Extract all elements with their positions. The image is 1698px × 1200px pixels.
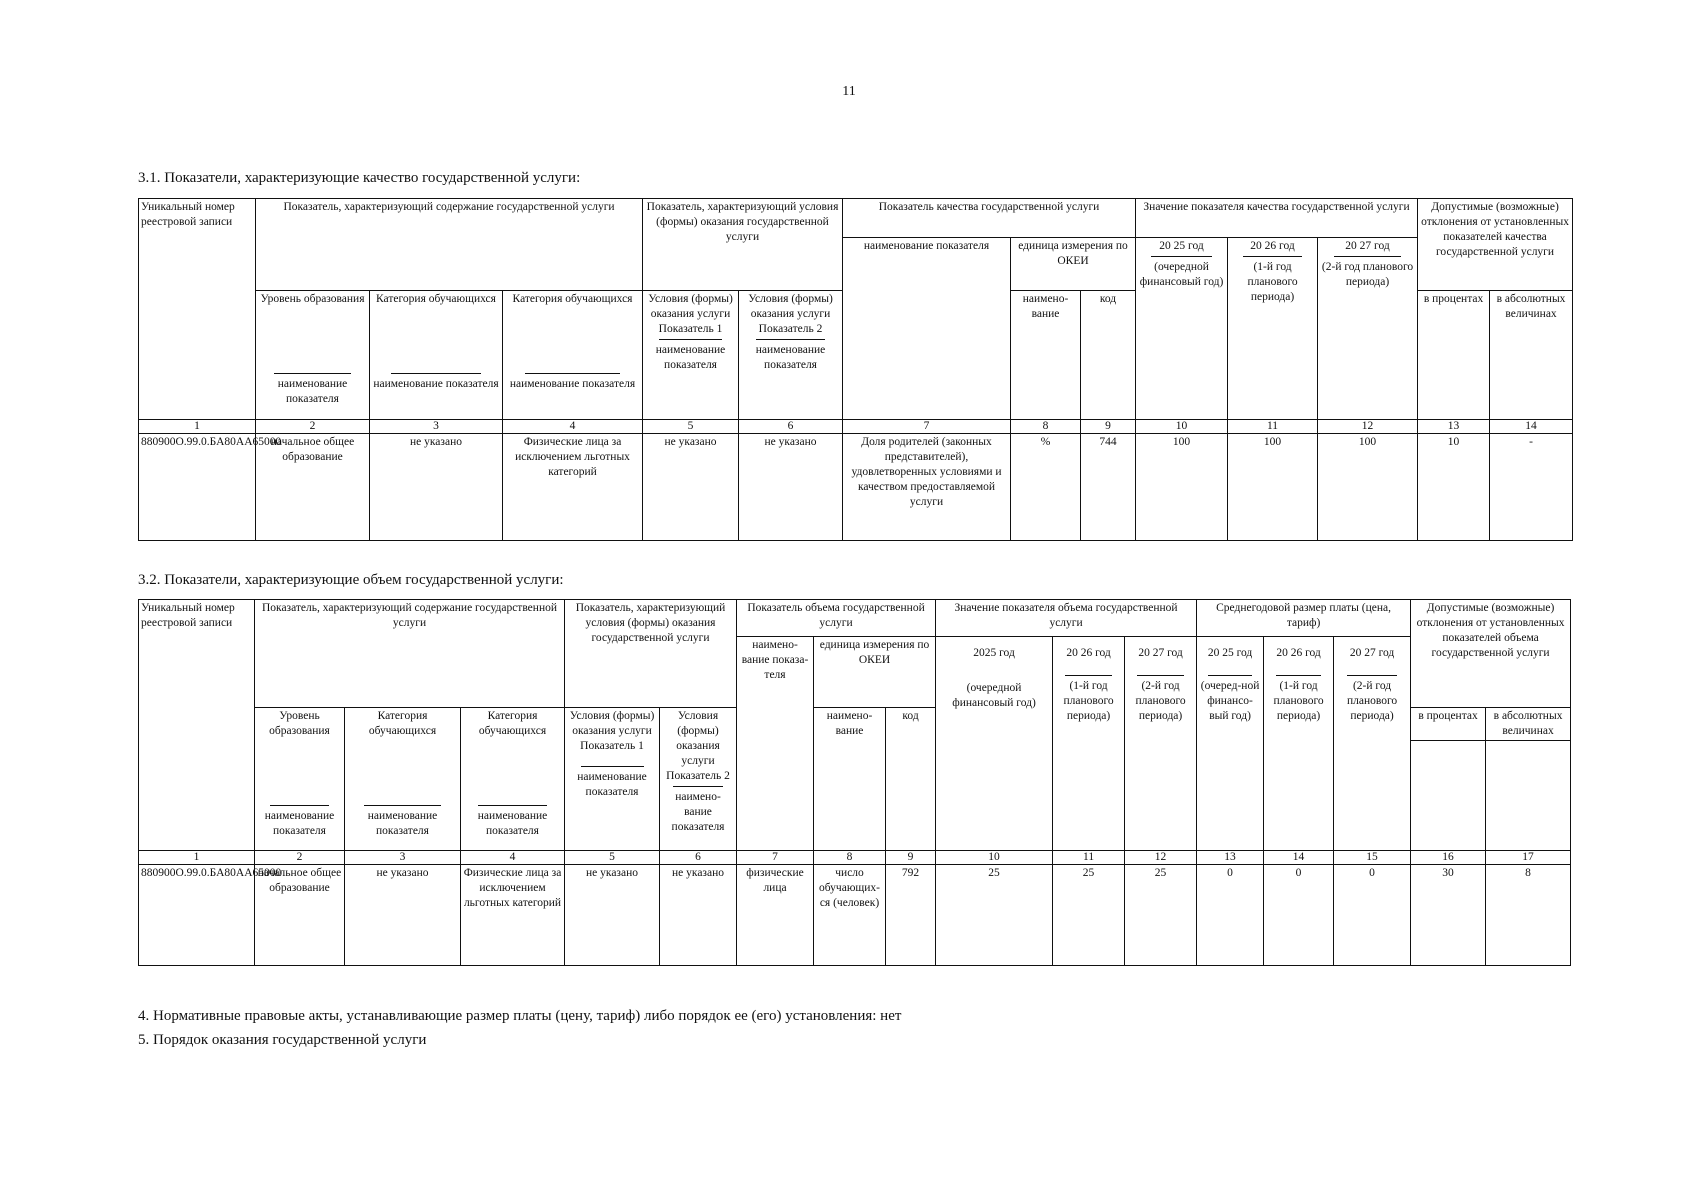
header-in-percent: в процентах xyxy=(1418,291,1490,420)
column-numbers-row xyxy=(139,420,1573,434)
column-number-10: 10 xyxy=(936,851,1053,865)
cell-col-1: 880900О.99.0.БА80АА65000 xyxy=(139,865,255,966)
column-number-9: 9 xyxy=(1081,420,1136,434)
header-in-absolute: в абсолютных величинах xyxy=(1490,291,1573,420)
column-number-12: 12 xyxy=(1125,851,1197,865)
header-condition-2: Условия (формы) оказания услуги Показатель 2 наимено-вание показателя xyxy=(660,708,737,851)
column-number-5: 5 xyxy=(565,851,660,865)
header-indicator-name: наименование показателя xyxy=(843,238,1011,420)
header-okei-unit: единица измерения по ОКЕИ xyxy=(1011,238,1136,291)
cell-col-8: число обучающих-ся (человек) xyxy=(814,865,886,966)
header-value-2025: 2025 год (очередной финансовый год) xyxy=(936,637,1053,851)
header-fee-2025: 20 25 год (очеред-ной финансо-вый год) xyxy=(1197,637,1264,851)
header-value-2027: 20 27 год (2-й год планового периода) xyxy=(1125,637,1197,851)
header-year-2027 xyxy=(1318,238,1418,420)
cell-col-3: не указано xyxy=(370,434,503,541)
header-condition-2: Условия (формы) оказания услуги Показатель 2 наименование показателя xyxy=(739,291,843,420)
header-education-level: Уровень образования наименование показателя xyxy=(255,708,345,851)
header-year-2025 xyxy=(1136,238,1228,420)
column-number-1: 1 xyxy=(139,851,255,865)
column-number-17: 17 xyxy=(1486,851,1571,865)
header-unit-name: наимено-вание xyxy=(1011,291,1081,420)
header-student-category-2: Категория обучающихся наименование показателя xyxy=(503,291,643,420)
header-student-category-1: Категория обучающихся наименование показателя xyxy=(345,708,461,851)
table-row xyxy=(139,865,1571,966)
header-volume-value: Значение показателя объема государственной услуги xyxy=(936,600,1197,637)
column-number-9: 9 xyxy=(886,851,936,865)
header-in-percent: в процентах xyxy=(1411,708,1486,741)
cell-col-6: не указано xyxy=(739,434,843,541)
cell-col-4: Физические лица за исключением льготных категорий xyxy=(461,865,565,966)
column-number-6: 6 xyxy=(739,420,843,434)
header-unit-code: код xyxy=(1081,291,1136,420)
column-number-13: 13 xyxy=(1197,851,1264,865)
header-percent-spacer xyxy=(1411,741,1486,851)
column-number-14: 14 xyxy=(1264,851,1334,865)
cell-col-9: 744 xyxy=(1081,434,1136,541)
column-number-4: 4 xyxy=(461,851,565,865)
column-number-7: 7 xyxy=(737,851,814,865)
header-unique-number: Уникальный номер реестровой записи xyxy=(139,600,255,851)
page-number: 11 xyxy=(842,84,856,99)
cell-col-17: 8 xyxy=(1486,865,1571,966)
column-number-13: 13 xyxy=(1418,420,1490,434)
header-content-indicator: Показатель, характеризующий содержание государственной услуги xyxy=(256,199,643,291)
section-3-2-heading: 3.2. Показатели, характеризующие объем государственной услуги: xyxy=(138,572,564,588)
cell-col-16: 30 xyxy=(1411,865,1486,966)
cell-col-2: начальное общее образование xyxy=(255,865,345,966)
cell-col-14: - xyxy=(1490,434,1573,541)
header-volume-indicator: Показатель объема государственной услуги xyxy=(737,600,936,637)
cell-col-15: 0 xyxy=(1334,865,1411,966)
cell-col-2: начальное общее образование xyxy=(256,434,370,541)
column-number-11: 11 xyxy=(1053,851,1125,865)
column-number-5: 5 xyxy=(643,420,739,434)
cell-col-11: 100 xyxy=(1228,434,1318,541)
column-number-11: 11 xyxy=(1228,420,1318,434)
cell-col-10: 100 xyxy=(1136,434,1228,541)
cell-col-14: 0 xyxy=(1264,865,1334,966)
cell-col-4: Физические лица за исключением льготных категорий xyxy=(503,434,643,541)
cell-col-10: 25 xyxy=(936,865,1053,966)
footer-line-4: 4. Нормативные правовые акты, устанавливающие размер платы (цену, тариф) либо порядок ее (его) установления: нет xyxy=(138,1008,902,1024)
cell-col-5: не указано xyxy=(643,434,739,541)
footer-line-5: 5. Порядок оказания государственной услуги xyxy=(138,1032,427,1048)
section-3-1-heading: 3.1. Показатели, характеризующие качество государственной услуги: xyxy=(138,170,581,186)
header-condition-1: Условия (формы) оказания услуги Показатель 1 наименование показателя xyxy=(643,291,739,420)
header-condition-1: Условия (формы) оказания услуги Показатель 1 наименование показателя xyxy=(565,708,660,851)
column-number-8: 8 xyxy=(1011,420,1081,434)
header-allowed-deviation: Допустимые (возможные) отклонения от установленных показателей качества государственной услуги xyxy=(1418,199,1573,291)
cell-col-1: 880900О.99.0.БА80АА65000 xyxy=(139,434,256,541)
header-year-2026 xyxy=(1228,238,1318,420)
header-conditions-indicator: Показатель, характеризующий условия (формы) оказания государственной услуги xyxy=(565,600,737,708)
header-indicator-name: наимено-вание показа-теля xyxy=(737,637,814,851)
header-average-fee: Среднегодовой размер платы (цена, тариф) xyxy=(1197,600,1411,637)
cell-col-9: 792 xyxy=(886,865,936,966)
column-number-2: 2 xyxy=(256,420,370,434)
header-quality-indicator: Показатель качества государственной услуги xyxy=(843,199,1136,238)
header-fee-2026: 20 26 год (1-й год планового периода) xyxy=(1264,637,1334,851)
header-unique-number: Уникальный номер реестровой записи xyxy=(139,199,256,420)
header-content-indicator: Показатель, характеризующий содержание государственной услуги xyxy=(255,600,565,708)
cell-col-11: 25 xyxy=(1053,865,1125,966)
cell-col-12: 100 xyxy=(1318,434,1418,541)
column-number-7: 7 xyxy=(843,420,1011,434)
year-2025-label: 20 25 год xyxy=(1159,240,1204,252)
header-absolute-spacer xyxy=(1486,741,1571,851)
cell-col-3: не указано xyxy=(345,865,461,966)
cell-col-13: 0 xyxy=(1197,865,1264,966)
cell-col-6: не указано xyxy=(660,865,737,966)
column-number-10: 10 xyxy=(1136,420,1228,434)
cell-col-7: Доля родителей (законных представителей), удовлетворенных условиями и качеством предоставляемой услуги xyxy=(843,434,1011,541)
column-number-1: 1 xyxy=(139,420,256,434)
year-2026-desc: (1-й год планового периода) xyxy=(1247,261,1298,303)
year-2027-label: 20 27 год xyxy=(1345,240,1390,252)
column-number-12: 12 xyxy=(1318,420,1418,434)
header-allowed-deviation: Допустимые (возможные) отклонения от установленных показателей объема государственной услуги xyxy=(1411,600,1571,708)
year-2025-desc: (очередной финансовый год) xyxy=(1139,261,1224,288)
column-number-16: 16 xyxy=(1411,851,1486,865)
column-numbers-row xyxy=(139,851,1571,865)
quality-indicators-table xyxy=(138,198,1573,541)
cell-col-12: 25 xyxy=(1125,865,1197,966)
header-education-level: Уровень образования наименование показателя xyxy=(256,291,370,420)
column-number-4: 4 xyxy=(503,420,643,434)
volume-indicators-table xyxy=(138,599,1571,966)
column-number-3: 3 xyxy=(345,851,461,865)
cell-col-7: физические лица xyxy=(737,865,814,966)
column-number-2: 2 xyxy=(255,851,345,865)
year-2027-desc: (2-й год планового периода) xyxy=(1321,261,1414,288)
header-quality-value: Значение показателя качества государственной услуги xyxy=(1136,199,1418,238)
cell-col-13: 10 xyxy=(1418,434,1490,541)
cell-col-8: % xyxy=(1011,434,1081,541)
column-number-3: 3 xyxy=(370,420,503,434)
column-number-6: 6 xyxy=(660,851,737,865)
header-fee-2027: 20 27 год (2-й год планового периода) xyxy=(1334,637,1411,851)
header-conditions-indicator: Показатель, характеризующий условия (формы) оказания государственной услуги xyxy=(643,199,843,291)
header-okei-unit: единица измерения по ОКЕИ xyxy=(814,637,936,708)
cell-col-5: не указано xyxy=(565,865,660,966)
column-number-14: 14 xyxy=(1490,420,1573,434)
column-number-8: 8 xyxy=(814,851,886,865)
year-2026-label: 20 26 год xyxy=(1250,240,1295,252)
header-in-absolute: в абсолютных величинах xyxy=(1486,708,1571,741)
header-student-category-2: Категория обучающихся наименование показателя xyxy=(461,708,565,851)
header-unit-name: наимено-вание xyxy=(814,708,886,851)
table-row xyxy=(139,434,1573,541)
header-value-2026: 20 26 год (1-й год планового периода) xyxy=(1053,637,1125,851)
column-number-15: 15 xyxy=(1334,851,1411,865)
header-unit-code: код xyxy=(886,708,936,851)
header-student-category-1: Категория обучающихся наименование показателя xyxy=(370,291,503,420)
